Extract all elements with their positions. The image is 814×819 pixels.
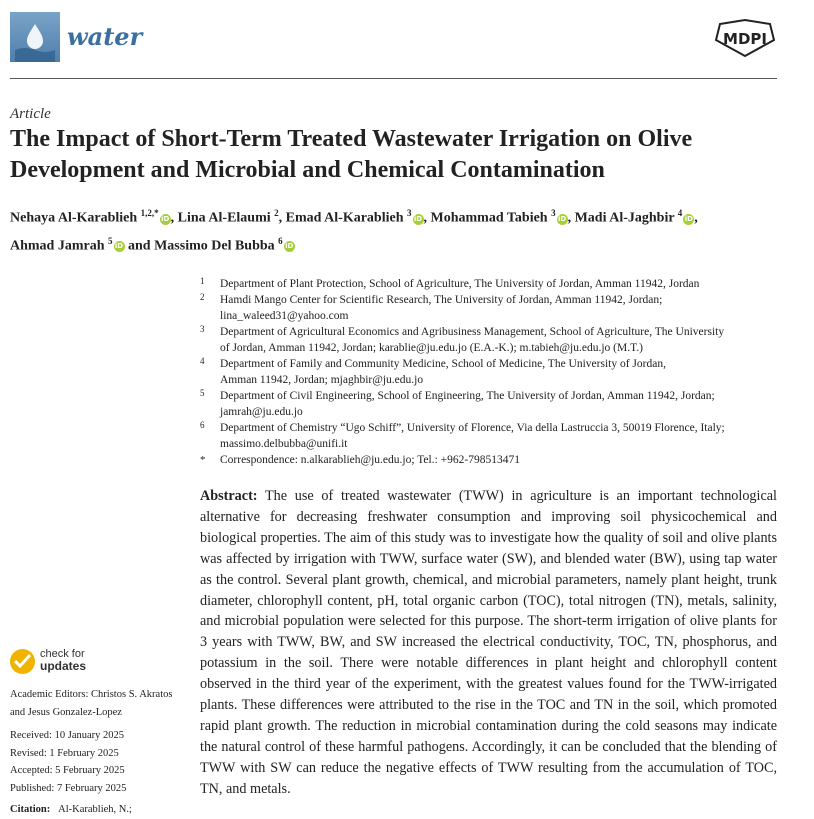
author-separator: and — [124, 238, 155, 254]
affiliation-line: Department of Chemistry “Ugo Schiff”, University of Florence, Via della Lastruccia 3, 50019 Florence, Italy; — [220, 422, 725, 434]
affiliation-item — [200, 324, 780, 356]
affiliation-number: 5 — [200, 388, 205, 398]
affiliation-item — [200, 452, 780, 468]
publisher-name: MDPI — [723, 30, 767, 48]
revised-date: Revised: 1 February 2025 — [10, 747, 119, 759]
citation-text: Al-Karablieh, N.; — [58, 804, 132, 815]
abstract — [200, 486, 777, 800]
author-name[interactable]: Ahmad Jamrah — [10, 238, 105, 254]
publisher-logo — [712, 18, 778, 62]
author-affiliation-sup: 6 — [278, 235, 283, 246]
affiliation-line: Amman 11942, Jordan; mjaghbir@ju.edu.jo — [220, 374, 424, 386]
author-list — [10, 202, 790, 257]
author-name[interactable]: Mohammad Tabieh — [430, 210, 548, 226]
affiliations — [200, 276, 780, 468]
orcid-icon[interactable]: iD — [684, 214, 693, 223]
affiliation-line: Hamdi Mango Center for Scientific Research, The University of Jordan, Amman 11942, Jordan; — [220, 294, 663, 306]
affiliation-number: 2 — [200, 292, 205, 302]
affiliation-line: jamrah@ju.edu.jo — [220, 406, 303, 418]
author-separator: , — [170, 210, 178, 226]
author-separator: , — [423, 210, 431, 226]
citation — [10, 801, 190, 819]
orcid-icon[interactable]: iD — [114, 242, 124, 251]
abstract-label: Abstract: — [200, 488, 258, 504]
affiliation-number: * — [200, 454, 206, 466]
affiliation-item — [200, 292, 780, 324]
author-name[interactable]: Lina Al-Elaumi — [177, 210, 271, 226]
author-separator: , — [278, 210, 286, 226]
affiliation-line: Department of Plant Protection, School of Agriculture, The University of Jordan, Amman 11942, Jordan — [220, 278, 700, 290]
check-for-updates-badge[interactable] — [10, 647, 160, 677]
check-updates-icon — [10, 649, 35, 674]
affiliation-item — [200, 276, 780, 292]
orcid-icon[interactable]: iD — [557, 214, 567, 223]
affiliation-line: massimo.delbubba@unifi.it — [220, 438, 348, 450]
journal-name: water — [67, 22, 143, 51]
accepted-date: Accepted: 5 February 2025 — [10, 765, 125, 776]
header-divider — [10, 78, 777, 79]
check-updates-line2: updates — [40, 659, 87, 673]
author-affiliation-sup: 3 — [551, 208, 556, 218]
affiliation-item — [200, 356, 780, 388]
article-title: The Impact of Short-Term Treated Wastewater Irrigation on Olive Development and Microbial and Chemical Contamination — [10, 126, 693, 183]
water-drop-icon — [10, 12, 60, 62]
affiliation-line: Department of Family and Community Medicine, School of Medicine, The University of Jordan, — [220, 358, 666, 370]
author-affiliation-sup: 1,2,* — [140, 208, 159, 218]
author-affiliation-sup: 5 — [108, 235, 113, 246]
check-updates-line1: check for — [40, 648, 85, 660]
author-affiliation-sup: 4 — [677, 208, 683, 218]
published-date: Published: 7 February 2025 — [10, 782, 127, 794]
orcid-icon[interactable]: iD — [161, 214, 170, 223]
affiliation-line: Correspondence: n.alkarablieh@ju.edu.jo; Tel.: +962-798513471 — [220, 454, 520, 466]
affiliation-number: 1 — [200, 276, 205, 286]
author-separator: , — [567, 210, 575, 226]
affiliation-line: lina_waleed31@yahoo.com — [220, 310, 349, 322]
affiliation-line: of Jordan, Amman 11942, Jordan; karablie@ju.edu.jo (E.A.-K.); m.tabieh@ju.edu.jo (M.T.) — [220, 342, 643, 354]
author-affiliation-sup: 3 — [407, 208, 412, 218]
author-name[interactable]: Massimo Del Bubba — [154, 238, 275, 254]
citation-label: Citation: — [10, 804, 51, 815]
author-name[interactable]: Madi Al-Jaghbir — [574, 210, 675, 226]
article-type: Article — [10, 106, 51, 122]
affiliation-line: Department of Agricultural Economics and Agribusiness Management, School of Agriculture, The University — [220, 326, 725, 338]
author-affiliation-sup: 2 — [274, 208, 279, 218]
affiliation-number: 4 — [200, 356, 205, 366]
author-name[interactable]: Nehaya Al-Karablieh — [10, 210, 138, 226]
affiliation-number: 3 — [200, 324, 205, 334]
journal-logo — [10, 12, 60, 62]
author-separator: , — [694, 210, 698, 226]
academic-editors: Academic Editors: Christos S. Akratos — [10, 689, 173, 700]
received-date: Received: 10 January 2025 — [10, 730, 125, 741]
orcid-icon[interactable]: iD — [413, 214, 423, 223]
affiliation-item — [200, 420, 780, 452]
affiliation-line: Department of Civil Engineering, School of Engineering, The University of Jordan, Amman 11942, Jordan; — [220, 390, 715, 402]
affiliation-number: 6 — [200, 420, 205, 430]
academic-editors-cont: and Jesus Gonzalez-Lopez — [10, 706, 122, 718]
author-name[interactable]: Emad Al-Karablieh — [285, 210, 404, 226]
article-sidebar — [10, 686, 190, 819]
abstract-text: The use of treated wastewater (TWW) in agriculture is an important technological alternative for decreasing freshwater consumption and improving soil physicochemical and biological properties. The aim of this study was to investigate how the quality of soil and olive plants was affected by irrigation with TWW, surface water (SW), and blended water (BW), using tap water as the control. Several plant growth, chemical, and microbial parameters, namely plant height, trunk diameter, chlorophyll content, pH, total organic carbon (TOC), total nitrogen (TN), metals, salinity, and microbial population were selected for this purpose. The short-term irrigation of olive plants for 3 years with TWW, BW, and SW increased the electrical conductivity, TOC, TN, phosphorus, and potassium in the soil. There were notable differences in plant height and chlorophyll content observed in the third year of the experiment, with the greatest values found for the TWW-irrigated plants. These differences were attributed to the rise in the TOC and TN in the soil, which promoted rapid plant growth. The reduction in microbial contamination during the cold seasons may indicate the natural control of these harmful pathogens. Accordingly, it can be concluded that the blending of TWW with SW can reduce the negative effects of TWW resulting from the accumulation of TOC, TN, and metals. — [200, 488, 777, 797]
orcid-icon[interactable]: iD — [285, 242, 294, 251]
affiliation-item — [200, 388, 780, 420]
